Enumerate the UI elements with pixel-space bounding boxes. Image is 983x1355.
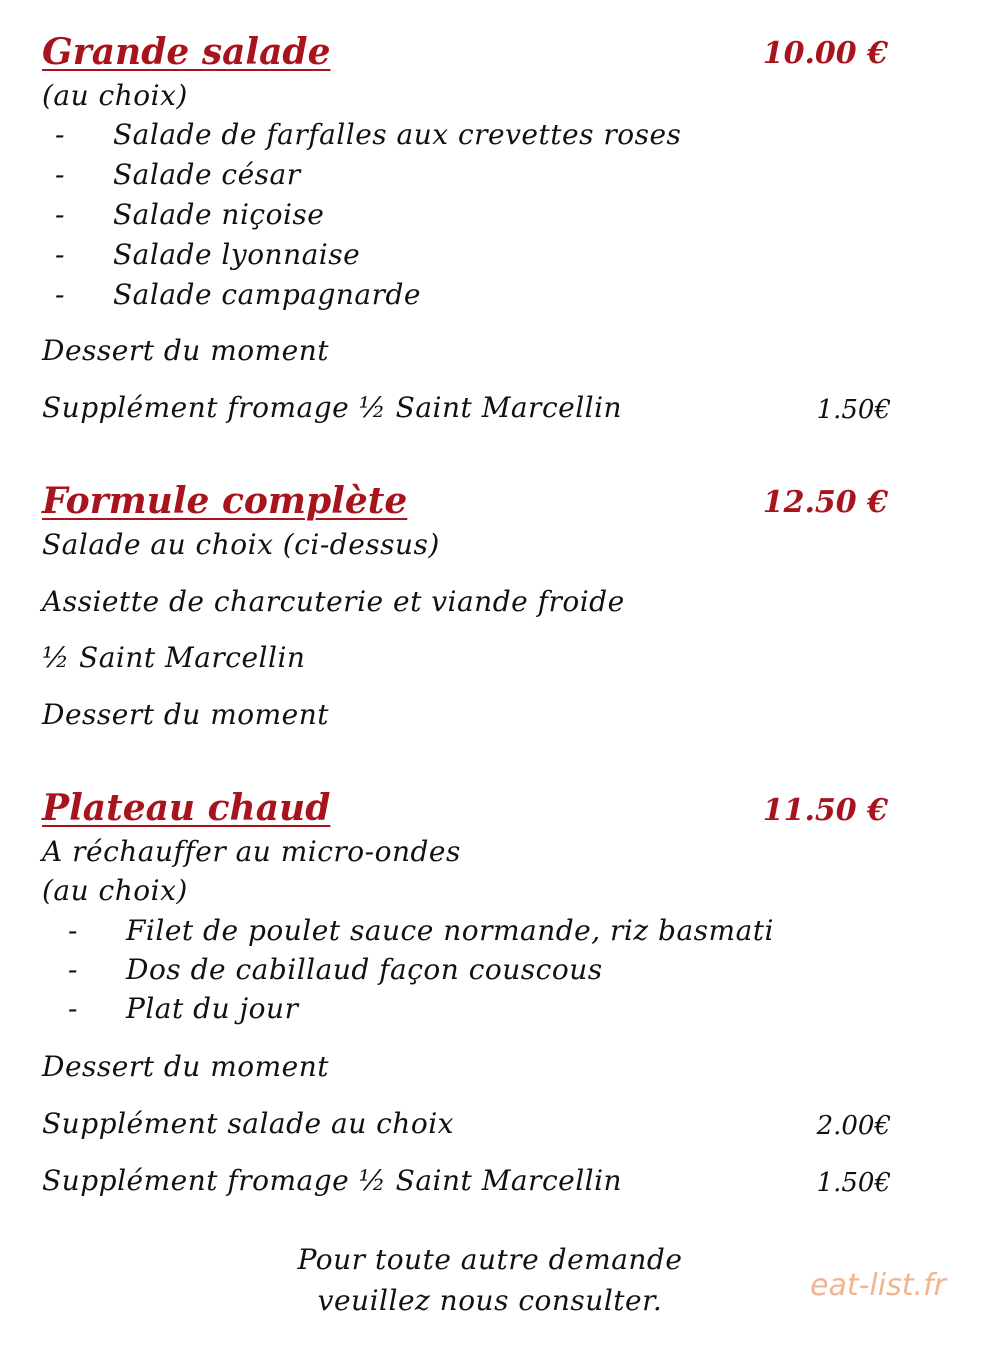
section-price-grande-salade: 10.00 € <box>762 36 888 71</box>
bullet-dash: - <box>55 278 65 311</box>
menu-item <box>68 991 298 1027</box>
section-subtitle: (au choix) <box>42 79 188 112</box>
menu-item <box>55 117 681 153</box>
footer-note-line-1: Pour toute autre demande <box>297 1243 683 1276</box>
bullet-dash: - <box>55 158 65 191</box>
supplement-label: Supplément fromage ½ Saint Marcellin <box>42 391 623 424</box>
dessert-line: Dessert du moment <box>42 334 330 367</box>
menu-item-label: Dos de cabillaud façon couscous <box>126 953 603 986</box>
section-price-formule-complete: 12.50 € <box>762 485 888 520</box>
menu-item <box>55 157 301 193</box>
menu-item <box>68 952 603 988</box>
bullet-dash: - <box>55 238 65 271</box>
bullet-dash: - <box>68 953 78 986</box>
formule-line: Dessert du moment <box>42 698 330 731</box>
formule-line: Assiette de charcuterie et viande froide <box>42 585 625 618</box>
supplement-price: 2.00€ <box>816 1111 891 1141</box>
section-title-formule-complete: Formule complète <box>42 480 408 522</box>
supplement-price: 1.50€ <box>816 1168 891 1198</box>
menu-item <box>55 277 421 313</box>
menu-item <box>55 237 360 273</box>
menu-item-label: Plat du jour <box>126 992 299 1025</box>
watermark: eat-list.fr <box>810 1268 946 1303</box>
menu-item <box>55 197 324 233</box>
section-price-plateau-chaud: 11.50 € <box>762 793 888 828</box>
menu-item-label: Salade campagnarde <box>113 278 421 311</box>
footer-note-line-2: veuillez nous consulter. <box>317 1284 663 1317</box>
bullet-dash: - <box>68 914 78 947</box>
section-subtitle: (au choix) <box>42 874 188 907</box>
bullet-dash: - <box>68 992 78 1025</box>
menu-item-label: Salade césar <box>113 158 301 191</box>
menu-item-label: Salade niçoise <box>113 198 325 231</box>
bullet-dash: - <box>55 198 65 231</box>
section-subtitle: A réchauffer au micro-ondes <box>42 835 461 868</box>
supplement-label: Supplément fromage ½ Saint Marcellin <box>42 1164 623 1197</box>
menu-item-label: Salade de farfalles aux crevettes roses <box>113 118 682 151</box>
supplement-label: Supplément salade au choix <box>42 1107 454 1140</box>
section-title-plateau-chaud: Plateau chaud <box>42 787 331 829</box>
menu-item-label: Filet de poulet sauce normande, riz basmati <box>126 914 774 947</box>
supplement-price: 1.50€ <box>816 395 891 425</box>
formule-line: ½ Saint Marcellin <box>42 641 306 674</box>
formule-line: Salade au choix (ci-dessus) <box>42 528 440 561</box>
dessert-line: Dessert du moment <box>42 1050 330 1083</box>
section-title-grande-salade: Grande salade <box>42 31 331 73</box>
menu-item <box>68 913 774 949</box>
menu-item-label: Salade lyonnaise <box>113 238 361 271</box>
bullet-dash: - <box>55 118 65 151</box>
